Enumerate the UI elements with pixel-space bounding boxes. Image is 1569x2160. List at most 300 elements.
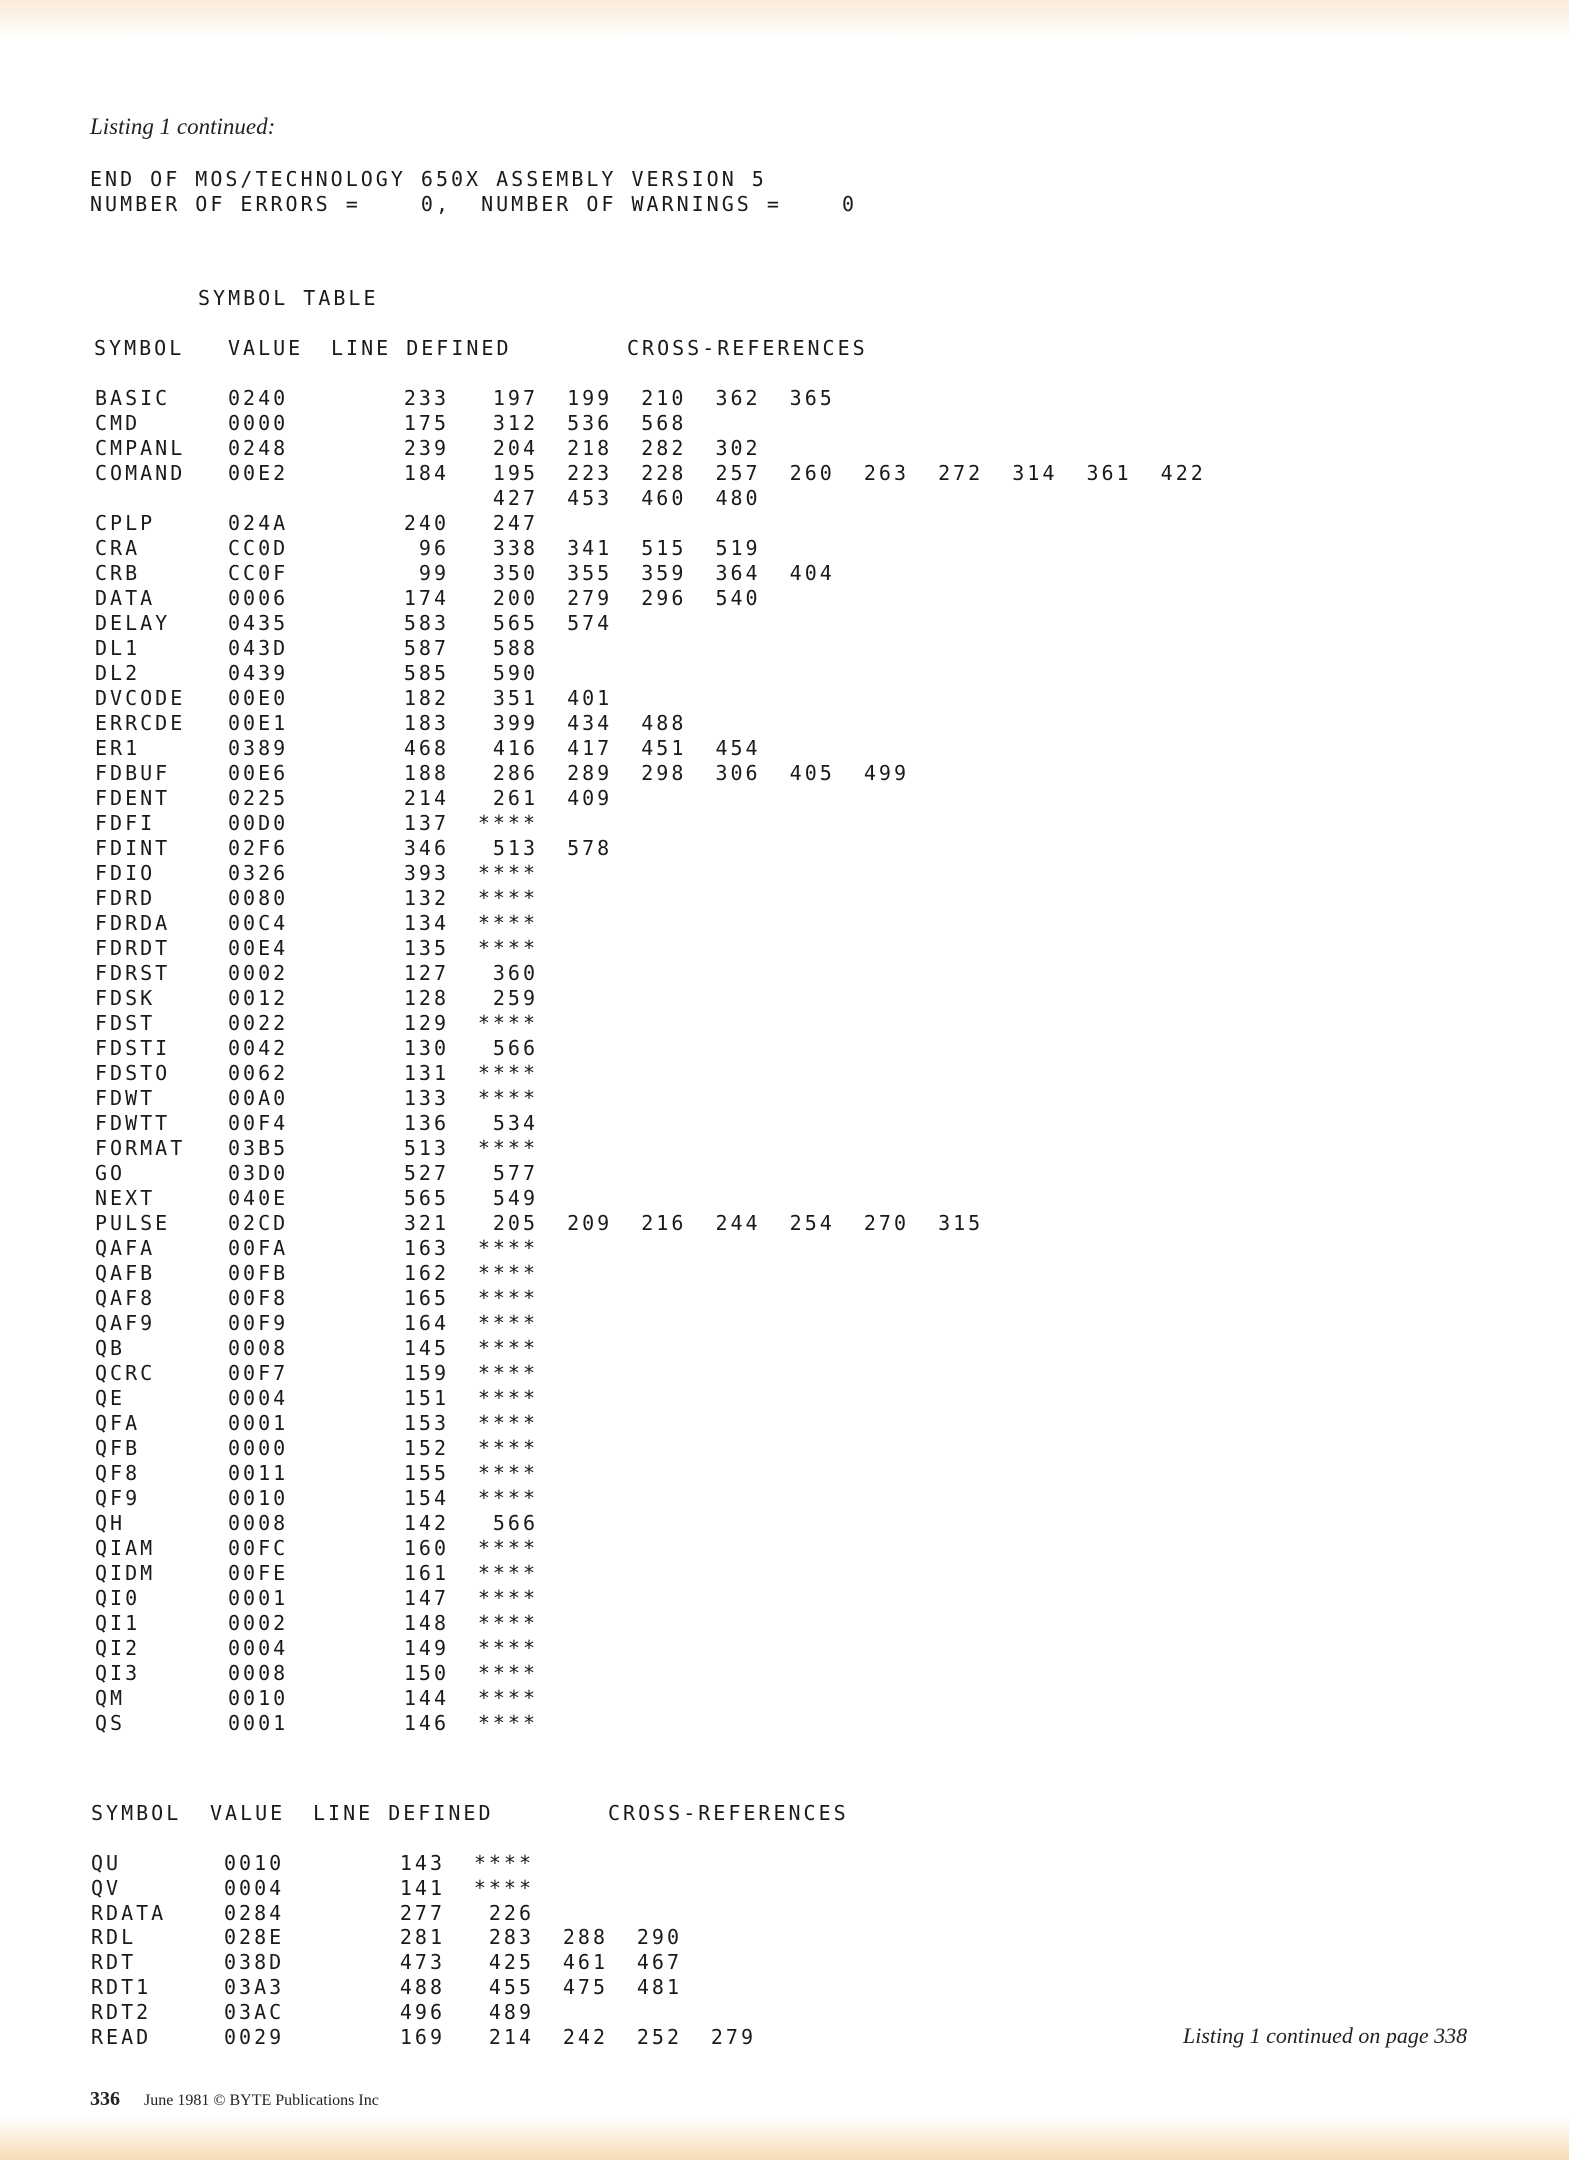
cross-reference: 286 xyxy=(492,761,538,785)
line-defined: 393 xyxy=(403,861,449,885)
line-defined: 175 xyxy=(403,411,449,435)
symbol-name: FDRST xyxy=(95,961,171,985)
cross-reference: **** xyxy=(477,1286,538,1310)
cross-reference: 480 xyxy=(715,486,761,510)
line-defined: 214 xyxy=(403,786,449,810)
line-defined: 128 xyxy=(403,986,449,1010)
cross-reference: 312 xyxy=(492,411,538,435)
symbol-name: FDWTT xyxy=(95,1111,171,1135)
symbol-name: FDSK xyxy=(95,986,156,1010)
cross-reference: 283 xyxy=(488,1925,534,1950)
symbol-value: 00F4 xyxy=(228,1111,289,1135)
cross-reference: 247 xyxy=(492,511,538,535)
symbol-name: QF9 xyxy=(95,1486,141,1510)
cross-reference: 252 xyxy=(636,2024,682,2049)
cross-reference: 282 xyxy=(641,436,687,460)
cross-reference: 341 xyxy=(567,536,613,560)
symbol-name: NEXT xyxy=(95,1186,156,1210)
symbol-value: CC0F xyxy=(228,561,289,585)
line-defined: 233 xyxy=(403,386,449,410)
symbol-name: QI0 xyxy=(95,1586,141,1610)
cross-reference: 216 xyxy=(641,1211,687,1235)
line-defined: 149 xyxy=(403,1636,449,1660)
symbol-value: 0010 xyxy=(228,1486,289,1510)
cross-reference: 209 xyxy=(567,1211,613,1235)
symbol-value: 040E xyxy=(228,1186,289,1210)
col-header-value-2: VALUE xyxy=(210,1801,286,1825)
symbol-name: RDATA xyxy=(91,1900,167,1925)
symbol-name: QE xyxy=(95,1386,126,1410)
cross-reference: 588 xyxy=(492,636,538,660)
line-defined: 141 xyxy=(399,1875,445,1900)
symbol-value: 0002 xyxy=(228,961,289,985)
cross-reference: 259 xyxy=(492,986,538,1010)
cross-reference: 549 xyxy=(492,1186,538,1210)
symbol-name: QIDM xyxy=(95,1561,156,1585)
symbol-value: 0248 xyxy=(228,436,289,460)
symbol-name: COMAND xyxy=(95,461,186,485)
col-header-line-defined: LINE DEFINED xyxy=(331,336,512,360)
cross-reference: 355 xyxy=(567,561,613,585)
cross-reference: 362 xyxy=(715,386,761,410)
page-footer xyxy=(90,2088,379,2111)
cross-reference: 218 xyxy=(567,436,613,460)
cross-reference: 270 xyxy=(863,1211,909,1235)
cross-reference: 455 xyxy=(488,1975,534,1999)
line-defined: 183 xyxy=(403,711,449,735)
line-defined: 583 xyxy=(403,611,449,635)
symbol-name: QFA xyxy=(95,1411,141,1435)
line-defined: 135 xyxy=(403,936,449,960)
symbol-name: RDT2 xyxy=(91,1999,152,2024)
cross-reference: 460 xyxy=(641,486,687,510)
symbol-name: FDINT xyxy=(95,836,171,860)
cross-reference: 565 xyxy=(492,611,538,635)
cross-reference: **** xyxy=(477,886,538,910)
symbol-name: FDENT xyxy=(95,786,171,810)
line-defined: 165 xyxy=(403,1286,449,1310)
cross-reference: 515 xyxy=(641,536,687,560)
symbol-name: FDRD xyxy=(95,886,156,910)
symbol-name: FDFI xyxy=(95,811,156,835)
symbol-value: 024A xyxy=(228,511,289,535)
cross-reference: 399 xyxy=(492,711,538,735)
cross-reference: **** xyxy=(477,1611,538,1635)
symbol-name: DVCODE xyxy=(95,686,186,710)
symbol-value: 0439 xyxy=(228,661,289,685)
cross-reference: 489 xyxy=(488,1999,534,2024)
cross-reference: **** xyxy=(477,861,538,885)
line-defined: 154 xyxy=(403,1486,449,1510)
symbol-name: CRB xyxy=(95,561,141,585)
cross-reference: 566 xyxy=(492,1511,538,1535)
col-header-line-defined-2: LINE DEFINED xyxy=(313,1801,494,1825)
cross-reference: 513 xyxy=(492,836,538,860)
cross-reference: **** xyxy=(477,1661,538,1685)
line-defined: 146 xyxy=(403,1711,449,1735)
cross-reference: 228 xyxy=(641,461,687,485)
symbol-value: 03D0 xyxy=(228,1161,289,1185)
line-defined: 150 xyxy=(403,1661,449,1685)
cross-reference: 427 xyxy=(492,486,538,510)
symbol-name: FDST xyxy=(95,1011,156,1035)
line-defined: 184 xyxy=(403,461,449,485)
symbol-value: 00FE xyxy=(228,1561,289,1585)
cross-reference: 254 xyxy=(789,1211,835,1235)
symbol-name: QAF8 xyxy=(95,1286,156,1310)
cross-reference: **** xyxy=(477,1461,538,1485)
line-defined: 488 xyxy=(399,1975,445,1999)
cross-reference: 199 xyxy=(567,386,613,410)
cross-reference: 540 xyxy=(715,586,761,610)
cross-reference: **** xyxy=(477,1486,538,1510)
cross-reference: 272 xyxy=(938,461,984,485)
cross-reference: 409 xyxy=(567,786,613,810)
symbol-value: 0389 xyxy=(228,736,289,760)
symbol-value: 0008 xyxy=(228,1661,289,1685)
symbol-name: QI3 xyxy=(95,1661,141,1685)
cross-reference: 306 xyxy=(715,761,761,785)
cross-reference: 534 xyxy=(492,1111,538,1135)
cross-reference: 289 xyxy=(567,761,613,785)
cross-reference: **** xyxy=(477,911,538,935)
symbol-name: QCRC xyxy=(95,1361,156,1385)
cross-reference: 210 xyxy=(641,386,687,410)
cross-reference: **** xyxy=(477,1561,538,1585)
symbol-value: 028E xyxy=(224,1925,285,1950)
cross-reference: 361 xyxy=(1086,461,1132,485)
symbol-name: DL2 xyxy=(95,661,141,685)
symbol-value: 00C4 xyxy=(228,911,289,935)
col-header-cross-references: CROSS-REFERENCES xyxy=(627,336,868,360)
symbol-name: QAFA xyxy=(95,1236,156,1260)
line-defined: 151 xyxy=(403,1386,449,1410)
cross-reference: **** xyxy=(477,1636,538,1660)
symbol-value: 038D xyxy=(224,1950,285,1975)
cross-reference: 226 xyxy=(488,1900,534,1925)
symbol-name: CMD xyxy=(95,411,141,435)
cross-reference: 536 xyxy=(567,411,613,435)
cross-reference: **** xyxy=(473,1851,534,1875)
cross-reference: **** xyxy=(477,1536,538,1560)
line-defined: 239 xyxy=(403,436,449,460)
symbol-name: FDRDT xyxy=(95,936,171,960)
cross-reference: 197 xyxy=(492,386,538,410)
line-defined: 144 xyxy=(403,1686,449,1710)
cross-reference: 434 xyxy=(567,711,613,735)
cross-reference: 416 xyxy=(492,736,538,760)
line-defined: 143 xyxy=(399,1851,445,1875)
symbol-name: QS xyxy=(95,1711,126,1735)
col-header-cross-references-2: CROSS-REFERENCES xyxy=(608,1801,849,1825)
cross-reference: 351 xyxy=(492,686,538,710)
symbol-name: FDWT xyxy=(95,1086,156,1110)
cross-reference: 461 xyxy=(562,1950,608,1975)
cross-reference: 404 xyxy=(789,561,835,585)
cross-reference: 288 xyxy=(562,1925,608,1950)
line-defined: 131 xyxy=(403,1061,449,1085)
symbol-name: PULSE xyxy=(95,1211,171,1235)
cross-reference: 296 xyxy=(641,586,687,610)
cross-reference: 453 xyxy=(567,486,613,510)
cross-reference: 488 xyxy=(641,711,687,735)
cross-reference: 257 xyxy=(715,461,761,485)
line-defined: 277 xyxy=(399,1900,445,1925)
cross-reference: 467 xyxy=(636,1950,682,1975)
cross-reference: 499 xyxy=(863,761,909,785)
line-defined: 162 xyxy=(403,1261,449,1285)
line-defined: 142 xyxy=(403,1511,449,1535)
line-defined: 127 xyxy=(403,961,449,985)
symbol-value: 00FC xyxy=(228,1536,289,1560)
cross-reference: **** xyxy=(477,1061,538,1085)
symbol-value: 0001 xyxy=(228,1586,289,1610)
cross-reference: 223 xyxy=(567,461,613,485)
symbol-value: 0240 xyxy=(228,386,289,410)
error-count-line: NUMBER OF ERRORS = 0, NUMBER OF WARNINGS = 0 xyxy=(90,192,858,216)
symbol-name: QB xyxy=(95,1336,126,1360)
symbol-value: 0000 xyxy=(228,411,289,435)
line-defined: 513 xyxy=(403,1136,449,1160)
line-defined: 160 xyxy=(403,1536,449,1560)
line-defined: 159 xyxy=(403,1361,449,1385)
continued-note: Listing 1 continued on page 338 xyxy=(1183,2023,1468,2048)
symbol-value: 00E2 xyxy=(228,461,289,485)
symbol-table-title: SYMBOL TABLE xyxy=(198,286,379,310)
symbol-name: QFB xyxy=(95,1436,141,1460)
line-defined: 587 xyxy=(403,636,449,660)
symbol-value: CC0D xyxy=(228,536,289,560)
line-defined: 96 xyxy=(418,536,449,560)
cross-reference: 205 xyxy=(492,1211,538,1235)
cross-reference: 405 xyxy=(789,761,835,785)
cross-reference: **** xyxy=(477,1336,538,1360)
line-defined: 155 xyxy=(403,1461,449,1485)
cross-reference: 263 xyxy=(863,461,909,485)
symbol-value: 0008 xyxy=(228,1511,289,1535)
symbol-value: 00F9 xyxy=(228,1311,289,1335)
cross-reference: 315 xyxy=(938,1211,984,1235)
symbol-name: QI1 xyxy=(95,1611,141,1635)
line-defined: 163 xyxy=(403,1236,449,1260)
cross-reference: **** xyxy=(477,1411,538,1435)
symbol-name: CMPANL xyxy=(95,436,186,460)
symbol-value: 0435 xyxy=(228,611,289,635)
cross-reference: 242 xyxy=(562,2024,608,2049)
cross-reference: **** xyxy=(473,1875,534,1900)
cross-reference: 451 xyxy=(641,736,687,760)
symbol-value: 00D0 xyxy=(228,811,289,835)
symbol-name: FDSTI xyxy=(95,1036,171,1060)
symbol-value: 00E6 xyxy=(228,761,289,785)
col-header-value: VALUE xyxy=(228,336,304,360)
symbol-name: GO xyxy=(95,1161,126,1185)
line-defined: 281 xyxy=(399,1925,445,1950)
cross-reference: 422 xyxy=(1160,461,1206,485)
symbol-value: 00E0 xyxy=(228,686,289,710)
symbol-name: DELAY xyxy=(95,611,171,635)
cross-reference: 360 xyxy=(492,961,538,985)
line-defined: 148 xyxy=(403,1611,449,1635)
cross-reference: **** xyxy=(477,1386,538,1410)
cross-reference: **** xyxy=(477,1086,538,1110)
line-defined: 132 xyxy=(403,886,449,910)
symbol-name: DL1 xyxy=(95,636,141,660)
symbol-name: DATA xyxy=(95,586,156,610)
line-defined: 585 xyxy=(403,661,449,685)
symbol-name: READ xyxy=(91,2024,152,2049)
cross-reference: 261 xyxy=(492,786,538,810)
line-defined: 134 xyxy=(403,911,449,935)
symbol-value: 0004 xyxy=(228,1386,289,1410)
col-header-symbol: SYMBOL xyxy=(94,336,185,360)
symbol-value: 0001 xyxy=(228,1711,289,1735)
symbol-value: 0022 xyxy=(228,1011,289,1035)
cross-reference: 568 xyxy=(641,411,687,435)
symbol-value: 00E1 xyxy=(228,711,289,735)
page-number: 336 xyxy=(90,2088,120,2110)
line-defined: 137 xyxy=(403,811,449,835)
symbol-name: FDSTO xyxy=(95,1061,171,1085)
symbol-name: ER1 xyxy=(95,736,141,760)
cross-reference: **** xyxy=(477,1436,538,1460)
line-defined: 164 xyxy=(403,1311,449,1335)
cross-reference: 338 xyxy=(492,536,538,560)
symbol-value: 0326 xyxy=(228,861,289,885)
cross-reference: 214 xyxy=(488,2024,534,2049)
symbol-value: 0012 xyxy=(228,986,289,1010)
cross-reference: **** xyxy=(477,1136,538,1160)
line-defined: 147 xyxy=(403,1586,449,1610)
symbol-value: 00F7 xyxy=(228,1361,289,1385)
line-defined: 240 xyxy=(403,511,449,535)
symbol-value: 0008 xyxy=(228,1336,289,1360)
line-defined: 161 xyxy=(403,1561,449,1585)
cross-reference: **** xyxy=(477,1586,538,1610)
cross-reference: 298 xyxy=(641,761,687,785)
symbol-name: RDT1 xyxy=(91,1975,152,1999)
line-defined: 468 xyxy=(403,736,449,760)
cross-reference: **** xyxy=(477,1686,538,1710)
cross-reference: **** xyxy=(477,811,538,835)
symbol-value: 00FA xyxy=(228,1236,289,1260)
cross-reference: 359 xyxy=(641,561,687,585)
cross-reference: **** xyxy=(477,1236,538,1260)
line-defined: 565 xyxy=(403,1186,449,1210)
cross-reference: 401 xyxy=(567,686,613,710)
cross-reference: 578 xyxy=(567,836,613,860)
cross-reference: 519 xyxy=(715,536,761,560)
cross-reference: 566 xyxy=(492,1036,538,1060)
line-defined: 153 xyxy=(403,1411,449,1435)
cross-reference: 364 xyxy=(715,561,761,585)
symbol-name: QM xyxy=(95,1686,126,1710)
publication-credit: June 1981 © BYTE Publications Inc xyxy=(144,2092,379,2109)
line-defined: 152 xyxy=(403,1436,449,1460)
symbol-value: 0042 xyxy=(228,1036,289,1060)
symbol-value: 0225 xyxy=(228,786,289,810)
symbol-name: QF8 xyxy=(95,1461,141,1485)
cross-reference: 350 xyxy=(492,561,538,585)
cross-reference: 417 xyxy=(567,736,613,760)
line-defined: 129 xyxy=(403,1011,449,1035)
cross-reference: 574 xyxy=(567,611,613,635)
line-defined: 130 xyxy=(403,1036,449,1060)
symbol-name: QAF9 xyxy=(95,1311,156,1335)
symbol-name: RDT xyxy=(91,1950,137,1975)
symbol-name: QAFB xyxy=(95,1261,156,1285)
symbol-name: QH xyxy=(95,1511,126,1535)
assembly-end-line: END OF MOS/TECHNOLOGY 650X ASSEMBLY VERSION 5 xyxy=(90,167,767,191)
line-defined: 182 xyxy=(403,686,449,710)
line-defined: 527 xyxy=(403,1161,449,1185)
symbol-name: QI2 xyxy=(95,1636,141,1660)
symbol-value: 0010 xyxy=(224,1851,285,1875)
symbol-value: 0006 xyxy=(228,586,289,610)
cross-reference: 314 xyxy=(1012,461,1058,485)
symbol-value: 0029 xyxy=(224,2024,285,2049)
line-defined: 174 xyxy=(403,586,449,610)
line-defined: 169 xyxy=(399,2024,445,2049)
cross-reference: **** xyxy=(477,1361,538,1385)
cross-reference: 204 xyxy=(492,436,538,460)
cross-reference: 590 xyxy=(492,661,538,685)
cross-reference: 302 xyxy=(715,436,761,460)
cross-reference: 577 xyxy=(492,1161,538,1185)
line-defined: 346 xyxy=(403,836,449,860)
symbol-value: 03A3 xyxy=(224,1975,285,1999)
line-defined: 133 xyxy=(403,1086,449,1110)
line-defined: 473 xyxy=(399,1950,445,1975)
symbol-value: 0011 xyxy=(228,1461,289,1485)
symbol-name: FDIO xyxy=(95,861,156,885)
cross-reference: 260 xyxy=(789,461,835,485)
line-defined: 99 xyxy=(418,561,449,585)
symbol-value: 00A0 xyxy=(228,1086,289,1110)
symbol-name: CPLP xyxy=(95,511,156,535)
symbol-value: 0010 xyxy=(228,1686,289,1710)
symbol-name: CRA xyxy=(95,536,141,560)
symbol-name: FDRDA xyxy=(95,911,171,935)
cross-reference: 454 xyxy=(715,736,761,760)
line-defined: 145 xyxy=(403,1336,449,1360)
symbol-name: ERRCDE xyxy=(95,711,186,735)
symbol-value: 02F6 xyxy=(228,836,289,860)
symbol-value: 02CD xyxy=(228,1211,289,1235)
symbol-name: FORMAT xyxy=(95,1136,186,1160)
cross-reference: 425 xyxy=(488,1950,534,1975)
symbol-name: QIAM xyxy=(95,1536,156,1560)
cross-reference: 290 xyxy=(636,1925,682,1950)
symbol-value: 0004 xyxy=(224,1875,285,1900)
cross-reference: **** xyxy=(477,1311,538,1335)
symbol-value: 00FB xyxy=(228,1261,289,1285)
symbol-name: FDBUF xyxy=(95,761,171,785)
symbol-value: 0002 xyxy=(228,1611,289,1635)
line-defined: 136 xyxy=(403,1111,449,1135)
symbol-value: 0062 xyxy=(228,1061,289,1085)
symbol-value: 0004 xyxy=(228,1636,289,1660)
cross-reference: 195 xyxy=(492,461,538,485)
symbol-value: 03AC xyxy=(224,1999,285,2024)
line-defined: 188 xyxy=(403,761,449,785)
col-header-symbol-2: SYMBOL xyxy=(91,1801,182,1825)
symbol-name: QU xyxy=(91,1851,122,1875)
line-defined: 321 xyxy=(403,1211,449,1235)
cross-reference: 279 xyxy=(567,586,613,610)
symbol-value: 00F8 xyxy=(228,1286,289,1310)
line-defined: 496 xyxy=(399,1999,445,2024)
